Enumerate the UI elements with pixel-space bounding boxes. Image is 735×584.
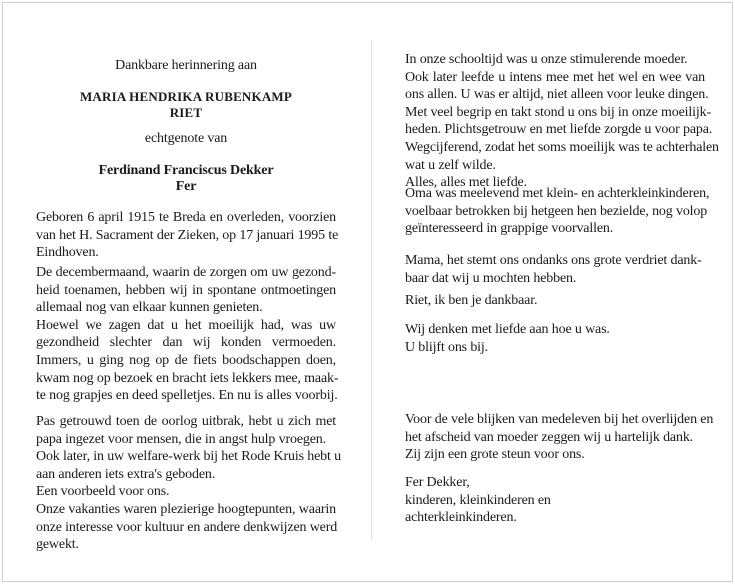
married-line: aan anderen iets extra's geboden. — [36, 466, 216, 482]
fold-line — [371, 40, 372, 540]
spouse-nickname: Fer — [175, 179, 197, 194]
married-paragraph — [36, 413, 341, 554]
signature-block — [405, 474, 705, 527]
december-line: De decembermaand, waarin de zorgen om uw gezond- — [36, 265, 336, 280]
school-line: Alles, alles met liefde. — [405, 175, 527, 191]
december-line: heid toenamen, hebben wij in spontane ontmoetingen — [36, 282, 336, 298]
married-line: gewekt. — [36, 537, 79, 553]
december-line: Hoewel we zagen dat u het moeilijk had, was uw — [36, 317, 336, 333]
oma-line: voelbaar betrokken bij hetgeen hen bezielde, nog volop — [405, 203, 708, 219]
married-line: Een voorbeeld voor ons. — [36, 484, 170, 500]
married-line: Ook later, in uw welfare-werk bij het Rode Kruis hebt u — [36, 449, 341, 465]
december-line: allemaal nog van elkaar kunnen genieten. — [36, 300, 263, 316]
december-line: Immers, u ging nog op de fiets boodschappen doen, — [36, 352, 336, 368]
school-line: Wegcijferend, zodat het soms moeilijk was te achterhalen — [405, 139, 719, 155]
thanks-line: het afscheid van moeder zeggen wij u hartelijk dank. — [405, 429, 694, 445]
riet-paragraph — [405, 292, 705, 310]
oma-line: Oma was meelevend met klein- en achterkleinkinderen, — [405, 186, 710, 201]
think-line: Wij denken met liefde aan hoe u was. — [405, 322, 610, 337]
thanks-line: Zij zijn een grote steun voor ons. — [405, 447, 585, 463]
school-line: heden. Plichtsgetrouw en met liefde zorgde u voor papa. — [405, 122, 713, 138]
signature-line: kinderen, kleinkinderen en — [405, 492, 551, 508]
spouse-intro: echtgenote van — [144, 131, 228, 146]
birth-line: van het H. Sacrament der Zieken, op 17 januari 1995 te — [36, 227, 339, 243]
december-line: te nog grapjes en deed spelletjes. En nu is alles voorbij. — [36, 388, 338, 404]
december-line: gezondheid slechter dan wij konden vermoeden. — [36, 335, 336, 351]
intro-text: Dankbare herinnering aan — [115, 58, 257, 73]
oma-paragraph — [405, 185, 710, 238]
school-line: Ook later leefde u intens mee met het wel en wee van — [405, 69, 705, 85]
spouse-full-name: Ferdinand Franciscus Dekker — [98, 163, 274, 178]
deceased-nickname: RIET — [169, 105, 203, 120]
school-line: wat u zelf wilde. — [405, 157, 496, 173]
riet-line: Riet, ik ben je dankbaar. — [405, 293, 538, 308]
school-line: ons allen. U was er altijd, niet alleen voor leuke dingen. — [405, 87, 709, 103]
mama-line: Mama, het stemt ons ondanks ons grote verdriet dank- — [405, 253, 702, 268]
school-paragraph — [405, 51, 719, 192]
mama-line: baar dat wij u mochten hebben. — [405, 270, 577, 286]
deceased-full-name: MARIA HENDRIKA RUBENKAMP — [79, 89, 293, 104]
mama-paragraph — [405, 252, 705, 287]
thanks-line: Voor de vele blijken van medeleven bij het overlijden en — [405, 412, 714, 427]
married-line: Onze vakanties waren plezierige hoogtepunten, waarin — [36, 501, 336, 517]
birth-paragraph — [36, 209, 339, 262]
birth-line: Eindhoven. — [36, 245, 99, 261]
signature-line: achterkleinkinderen. — [405, 510, 517, 526]
school-line: Met veel begrip en takt stond u ons bij in onze moeilijk- — [405, 104, 711, 120]
married-line: Pas getrouwd toen de oorlog uitbrak, hebt u zich met — [36, 414, 336, 429]
think-paragraph — [405, 321, 705, 356]
birth-line: Geboren 6 april 1915 te Breda en overleden, voorzien — [36, 210, 336, 225]
think-line: U blijft ons bij. — [405, 339, 489, 355]
december-paragraph — [36, 264, 339, 405]
married-line: onze interesse voor kultuur en andere denkwijzen werd — [36, 519, 338, 535]
december-line: kwam nog op bezoek en bracht iets lekkers mee, maak- — [36, 370, 339, 386]
thanks-paragraph — [405, 411, 714, 464]
school-line: In onze schooltijd was u onze stimulerende moeder. — [405, 52, 688, 67]
married-line: papa ingezet voor mensen, die in angst hulp vroegen. — [36, 431, 327, 447]
signature-line: Fer Dekker, — [405, 475, 470, 490]
oma-line: geïnteresseerd in grappige voorvallen. — [405, 221, 614, 237]
